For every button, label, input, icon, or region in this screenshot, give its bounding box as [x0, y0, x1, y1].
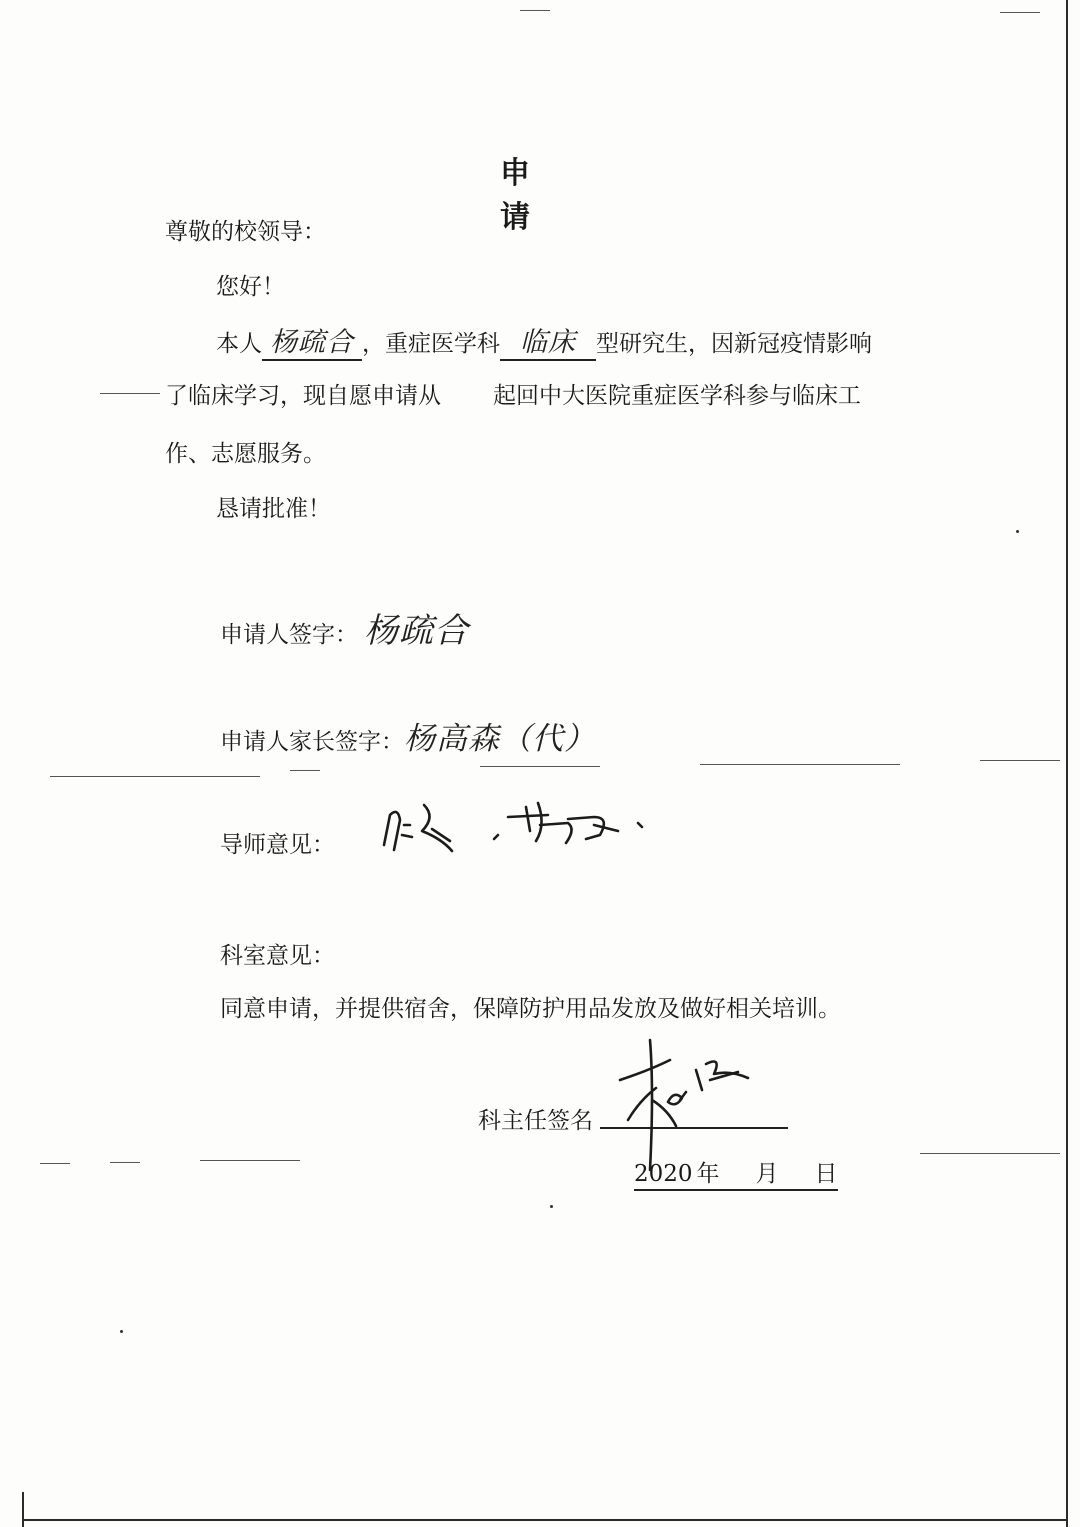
- body-middle: ，重症医学科: [362, 331, 500, 357]
- scan-artifact-line: [920, 1153, 1060, 1154]
- scan-artifact-line: [50, 776, 260, 777]
- department-opinion-text: 同意申请，并提供宿舍，保障防护用品发放及做好相关培训。: [220, 996, 841, 1022]
- body-prefix: 本人: [216, 331, 262, 357]
- body-line-2b: 起回中大医院重症医学科参与临床工: [493, 383, 861, 409]
- body-line-2: [165, 377, 861, 410]
- scan-artifact-line: [700, 764, 900, 765]
- scan-artifact-line: [110, 1162, 140, 1163]
- scan-artifact-line: [480, 766, 600, 767]
- parent-signature-label: 申请人家长签字：: [220, 729, 404, 755]
- date-month-unit: 月: [755, 1161, 779, 1187]
- scan-artifact-line: [100, 393, 160, 394]
- department-opinion-label: 科室意见：: [220, 943, 335, 969]
- body-suffix: 型研究生，因新冠疫情影响: [596, 331, 872, 357]
- tutor-signature-image: [380, 795, 660, 865]
- handwritten-name: 杨疏合: [262, 320, 362, 361]
- scan-speck: [120, 1330, 123, 1333]
- applicant-signature-row: [220, 603, 469, 652]
- greeting: 您好！: [216, 274, 285, 300]
- handwritten-type: 临床: [500, 320, 596, 361]
- scan-edge-bottom: [22, 1519, 1068, 1521]
- tutor-opinion-label: 导师意见：: [220, 832, 335, 858]
- director-signature-label: 科主任签名: [478, 1108, 593, 1134]
- parent-signature-value: 杨高森（代）: [404, 721, 596, 757]
- closing: 恳请批准！: [216, 496, 331, 522]
- date-day-unit: 日: [814, 1161, 838, 1187]
- parent-signature-row: [220, 713, 596, 758]
- body-line-2a: 了临床学习，现自愿申请从: [165, 383, 441, 409]
- body-line-3: 作、志愿服务。: [165, 441, 326, 467]
- applicant-signature-value: 杨疏合: [364, 611, 469, 651]
- scan-artifact-line: [290, 770, 320, 771]
- scan-edge-left: [22, 1492, 24, 1527]
- scan-artifact-line: [980, 760, 1060, 761]
- date-year: 2020: [634, 1161, 693, 1187]
- body-line-1: [216, 320, 872, 361]
- date-row: [634, 1155, 838, 1188]
- applicant-signature-label: 申请人签字：: [220, 622, 358, 648]
- scan-edge-right: [1066, 0, 1068, 1527]
- page-title: 申 请: [500, 156, 556, 235]
- scan-artifact-line: [520, 10, 550, 11]
- scan-speck: [550, 1205, 553, 1208]
- scan-artifact-line: [200, 1160, 300, 1161]
- date-text: [634, 1161, 838, 1191]
- scan-speck: [1016, 530, 1019, 533]
- scan-artifact-line: [40, 1163, 70, 1164]
- salutation: 尊敬的校领导：: [165, 219, 326, 245]
- scan-artifact-line: [1000, 12, 1040, 13]
- date-year-unit: 年: [696, 1161, 720, 1187]
